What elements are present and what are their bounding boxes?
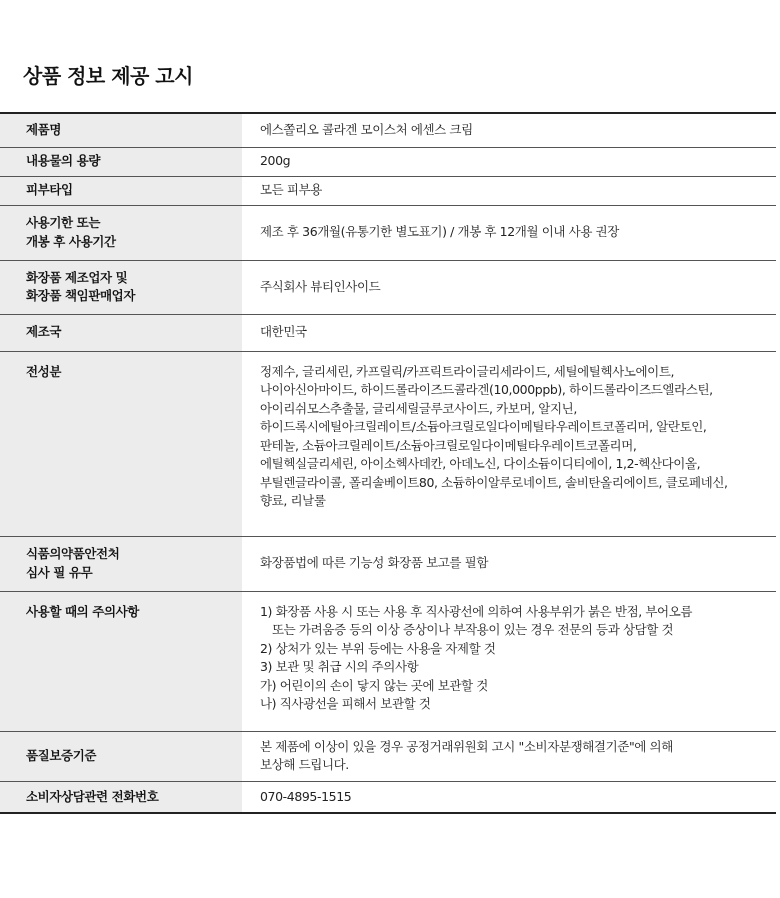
- label-expiry: 사용기한 또는 개봉 후 사용기간: [0, 205, 242, 260]
- label-product-name: 제품명: [0, 113, 242, 147]
- value-manufacturer: 주식회사 뷰티인사이드: [242, 260, 776, 314]
- row-skin-type: [0, 176, 776, 205]
- row-mfds-review: [0, 536, 776, 591]
- value-consumer-phone: 070-4895-1515: [242, 781, 776, 813]
- page-title: 상품 정보 제공 고시: [23, 64, 193, 88]
- label-skin-type: 피부타입: [0, 176, 242, 205]
- value-capacity: 200g: [242, 147, 776, 176]
- label-quality-assurance: 품질보증기준: [0, 731, 242, 781]
- value-expiry: 제조 후 36개월(유통기한 별도표기) / 개봉 후 12개월 이내 사용 권장: [242, 205, 776, 260]
- row-product-name: [0, 113, 776, 147]
- precaution-line: 3) 보관 및 취급 시의 주의사항: [260, 659, 419, 674]
- precaution-line: 또는 가려움증 등의 이상 증상이나 부작용이 있는 경우 전문의 등과 상담할 것: [272, 622, 674, 637]
- label-manufacturer: 화장품 제조업자 및 화장품 책임판매업자: [0, 260, 242, 314]
- label-precautions: 사용할 때의 주의사항: [0, 591, 242, 731]
- precaution-line: 나) 직사광선을 피해서 보관할 것: [260, 696, 431, 711]
- row-country: [0, 314, 776, 351]
- row-ingredients: [0, 351, 776, 536]
- row-manufacturer: [0, 260, 776, 314]
- row-quality-assurance: [0, 731, 776, 781]
- label-mfds-review: 식품의약품안전처 심사 필 유무: [0, 536, 242, 591]
- precaution-line: 2) 상처가 있는 부위 등에는 사용을 자제할 것: [260, 640, 496, 656]
- row-expiry: [0, 205, 776, 260]
- value-country: 대한민국: [242, 314, 776, 351]
- row-precautions: [0, 591, 776, 731]
- row-consumer-phone: [0, 781, 776, 813]
- label-ingredients: 전성분: [0, 351, 242, 536]
- precaution-line: 가) 어린이의 손이 닿지 않는 곳에 보관할 것: [260, 677, 488, 693]
- label-consumer-phone: 소비자상담관련 전화번호: [0, 781, 242, 813]
- label-capacity: 내용물의 용량: [0, 147, 242, 176]
- value-product-name: 에스쫄리오 콜라겐 모이스처 에센스 크림: [242, 113, 776, 147]
- value-quality-assurance: 본 제품에 이상이 있을 경우 공정거래위원회 고시 "소비자분쟁해결기준"에 의해 보상해 드립니다.: [242, 731, 776, 781]
- value-mfds-review: 화장품법에 따른 기능성 화장품 보고를 필함: [242, 536, 776, 591]
- value-precautions: [242, 591, 776, 731]
- value-skin-type: 모든 피부용: [242, 176, 776, 205]
- label-country: 제조국: [0, 314, 242, 351]
- product-info-table: [0, 112, 776, 814]
- precaution-line: 1) 화장품 사용 시 또는 사용 후 직사광선에 의하여 사용부위가 붉은 반점, 부어오름: [260, 603, 693, 619]
- value-ingredients: 정제수, 글리세린, 카프릴릭/카프릭트라이글리세라이드, 세틸에틸헥사노에이트, 나이아신아마이드, 하이드롤라이즈드콜라겐(10,000ppb), 하이드롤라이즈드엘라스틴, 아이리쉬모스추출물, 글리세릴글루코사이드, 카보머, 알지닌, 하이드록시에틸아크릴레이트/소듐아크릴로일다이메틸타우레이트코폴리머, 알란토인, 판테놀, 소듐아크릴레이트/소듐아크릴로일다이메틸타우레이트코폴리머, 에틸헥실글리세린, 아이소헥사데칸, 아데노신, 다이소듐이디티에이, 1,2-헥산다이올, 부틸렌글라이콜, 폴리솔베이트80, 소듐하이알루로네이트, 솔비탄올리에이트, 클로페네신, 향료, 리날룰: [242, 351, 776, 536]
- row-capacity: [0, 147, 776, 176]
